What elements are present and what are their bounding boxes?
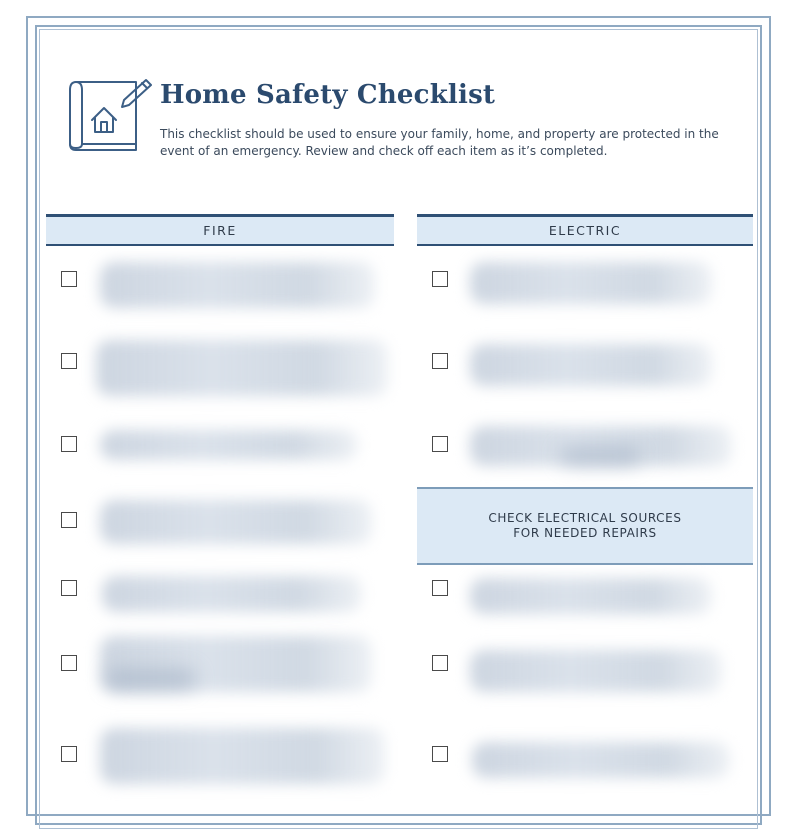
electric-item-3-checkbox[interactable] [432,436,448,452]
page-title: Home Safety Checklist [160,80,496,110]
fire-item-6-redacted-shadow [106,668,196,690]
page-description: This checklist should be used to ensure your family, home, and property are protected in the event of an emergency. Review and check off each item as it’s completed. [160,127,719,158]
electric-item-3-redacted-shadow [560,446,640,466]
electric-item-1-checkbox[interactable] [432,271,448,287]
electric-section-callout [417,487,753,565]
electric-item-5-redacted-text [470,650,722,692]
fire-item-6-checkbox[interactable] [61,655,77,671]
electric-item-5-checkbox[interactable] [432,655,448,671]
callout-line-1: CHECK ELECTRICAL SOURCES [488,511,682,525]
fire-item-7-redacted-text [100,728,385,784]
fire-item-1-checkbox[interactable] [61,271,77,287]
electric-item-4-checkbox[interactable] [432,580,448,596]
fire-item-7-checkbox[interactable] [61,746,77,762]
fire-item-1-redacted-text [100,262,375,308]
electric-item-2-redacted-text [470,344,712,386]
electric-item-6-redacted-text [472,742,730,778]
electric-column-header-label: ELECTRIC [548,223,622,238]
fire-item-5-checkbox[interactable] [61,580,77,596]
electric-item-1-redacted-text [470,262,712,304]
fire-item-4-checkbox[interactable] [61,512,77,528]
electric-item-2-checkbox[interactable] [432,353,448,369]
fire-item-2-checkbox[interactable] [61,353,77,369]
electric-column-header [417,214,753,246]
fire-column-header [46,214,394,246]
electric-item-4-redacted-text [470,578,712,614]
electric-item-6-checkbox[interactable] [432,746,448,762]
fire-item-3-checkbox[interactable] [61,436,77,452]
fire-item-5-redacted-text [102,576,362,612]
house-blueprint-pencil-icon [62,78,154,152]
callout-line-2: FOR NEEDED REPAIRS [513,526,657,540]
fire-item-2-redacted-text [96,340,388,396]
fire-item-4-redacted-text [100,500,372,544]
fire-column-header-label: FIRE [203,223,237,238]
fire-item-3-redacted-text [100,430,358,460]
